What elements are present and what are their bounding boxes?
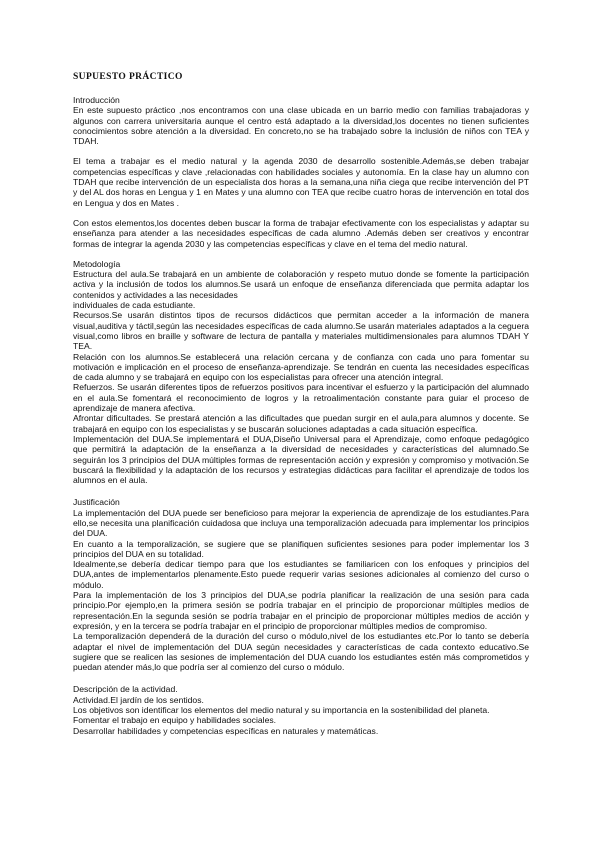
activity-line: Actividad.El jardín de los sentidos. <box>73 694 204 705</box>
paragraph: Recursos.Se usarán distintos tipos de recursos didácticos que permitan acceder a la información de manera visual,auditiva y táctil,según las necesidades específicas de cada alumno.Se usarán materiales adaptados a la ceguera visual,como libros en braille y software de lectura de pantalla y materiales multidimensionales para alumnos TDAH Y TEA. <box>73 310 529 352</box>
paragraph: Relación con los alumnos.Se establecerá una relación cercana y de confianza con cada uno para fomentar su motivación e implicación en el proceso de enseñanza-aprendizaje. Se tendrán en cuenta las necesidades específicas de cada alumno y se trabajará en equipo con los especialistas para ofrecer una atención integral. <box>73 351 529 383</box>
section-heading-actividad: Descripción de la actividad. <box>73 684 178 695</box>
paragraph: Refuerzos. Se usarán diferentes tipos de refuerzos positivos para incentivar el esfuerzo y la participación del alumnado en el aula.Se fomentará el reconocimiento de logros y la retroalimentación constante para guiar el proceso de aprendizaje de manera afectiva. <box>73 382 529 414</box>
section-heading-metodologia: Metodología <box>73 258 121 269</box>
paragraph: El tema a trabajar es el medio natural y la agenda 2030 de desarrollo sostenible.Además,se deben trabajar competencias específicas y clave ,relacionadas con habilidades sociales y autonomía. En la clase hay un alumno con TDAH que recibe intervención de un especialista dos horas a la semana,una niña ciega que recibe intervención del PT y del AL dos horas en Lengua y 1 en Mates y una alumno con TEA que recibe cuatro horas de intervención en total dos en Lengua y dos en Mates . <box>73 156 529 208</box>
section-justificacion <box>73 497 529 672</box>
paragraph: En este supuesto práctico ,nos encontramos con una clase ubicada en un barrio medio con familias trabajadoras y algunos con carrera universitaria aunque el centro está adaptado a la diversidad,los docentes no tienen suficientes conocimientos sobre atención a la diversidad. En concreto,no se ha trabajado sobre la inclusión de niños con TEA y TDAH. <box>73 105 529 147</box>
paragraph: Estructura del aula.Se trabajará en un ambiente de colaboración y respeto mutuo donde se fomente la participación activa y la inclusión de todos los alumnos.Se usará un enfoque de enseñanza diferenciada que permita adaptar los contenidos y actividades a las necesidades <box>73 269 529 300</box>
activity-line: Los objetivos son identificar los elementos del medio natural y su importancia en la sostenibilidad del planeta. <box>73 705 490 716</box>
paragraph-continuation: individuales de cada estudiante. <box>73 300 196 311</box>
paragraph: Para la implementación de los 3 principios del DUA,se podría planificar la realización de una sesión para cada principio.Por ejemplo,en la primera sesión se podría trabajar en el principio de proporcionar múltiples medios de representación.En la segunda sesión se podría trabajar en el principio de proporcionar múltiples medios de acción y expresión, y en la tercera se podría trabajar en el principio de proporcionar múltiples medios de compromiso. <box>73 590 529 631</box>
paragraph: Idealmente,se debería dedicar tiempo para que los estudiantes se familiaricen con los enfoques y principios del DUA,antes de implementarlos plenamente.Esto puede requerir varias sesiones adicionales al comienzo del curso o módulo. <box>73 559 529 590</box>
paragraph: Implementación del DUA.Se implementará el DUA,Diseño Universal para el Aprendizaje, como enfoque pedagógico que permitirá la adaptación de la enseñanza a la diversidad de necesidades y características del alumnado.Se seguirán los 3 principios del DUA múltiples formas de representación acción y expresión y compromiso y motivación.Se buscará la flexibilidad y la adaptación de los recursos y estrategias didácticas para facilitar el aprendizaje de todos los alumnos en el aula. <box>73 433 529 486</box>
section-actividad <box>73 684 529 735</box>
section-metodologia <box>73 259 529 486</box>
document-page <box>73 72 529 736</box>
paragraph: Con estos elementos,los docentes deben buscar la forma de trabajar efectivamente con los especialistas y adaptar su enseñanza para atender a las necesidades específicas de cada alumno .Además deben ser creativos y encontrar formas de integrar la agenda 2030 y las competencias específicas y clave en el tema del medio natural. <box>73 217 529 249</box>
activity-line: Fomentar el trabajo en equipo y habilidades sociales. <box>73 715 277 726</box>
document-title: SUPUESTO PRÁCTICO <box>73 72 183 82</box>
paragraph: Afrontar dificultades. Se prestará atención a las dificultades que puedan surgir en el aula,para alumnos y docente. Se trabajará en equipo con los especialistas y se buscarán soluciones adaptadas a cada situación específica. <box>73 413 529 434</box>
section-heading-introduccion: Introducción <box>73 95 120 105</box>
paragraph: La temporalización dependerá de la duración del curso o módulo,nivel de los estudiantes etc.Por lo tanto se debería adaptar el nivel de implementación del DUA según necesidades y características de cada contexto educativo.Se sugiere que se realicen las sesiones de implementación del DUA cuando los estudiantes estén más comprometidos y puedan atender más,lo que podría ser al comienzo del curso o módulo. <box>73 631 529 673</box>
section-heading-justificacion: Justificación <box>73 497 120 508</box>
paragraph: La implementación del DUA puede ser beneficioso para mejorar la experiencia de aprendizaje de los estudiantes.Para ello,se necesita una planificación cuidadosa que incluya una temporalización adecuada para implementar los principios del DUA. <box>73 507 529 539</box>
paragraph: En cuanto a la temporalización, se sugiere que se planifiquen suficientes sesiones para poder implementar los 3 principios del DUA en su totalidad. <box>73 538 529 559</box>
activity-line: Desarrollar habilidades y competencias específicas en naturales y matemáticas. <box>73 725 379 736</box>
section-introduccion <box>73 95 529 249</box>
